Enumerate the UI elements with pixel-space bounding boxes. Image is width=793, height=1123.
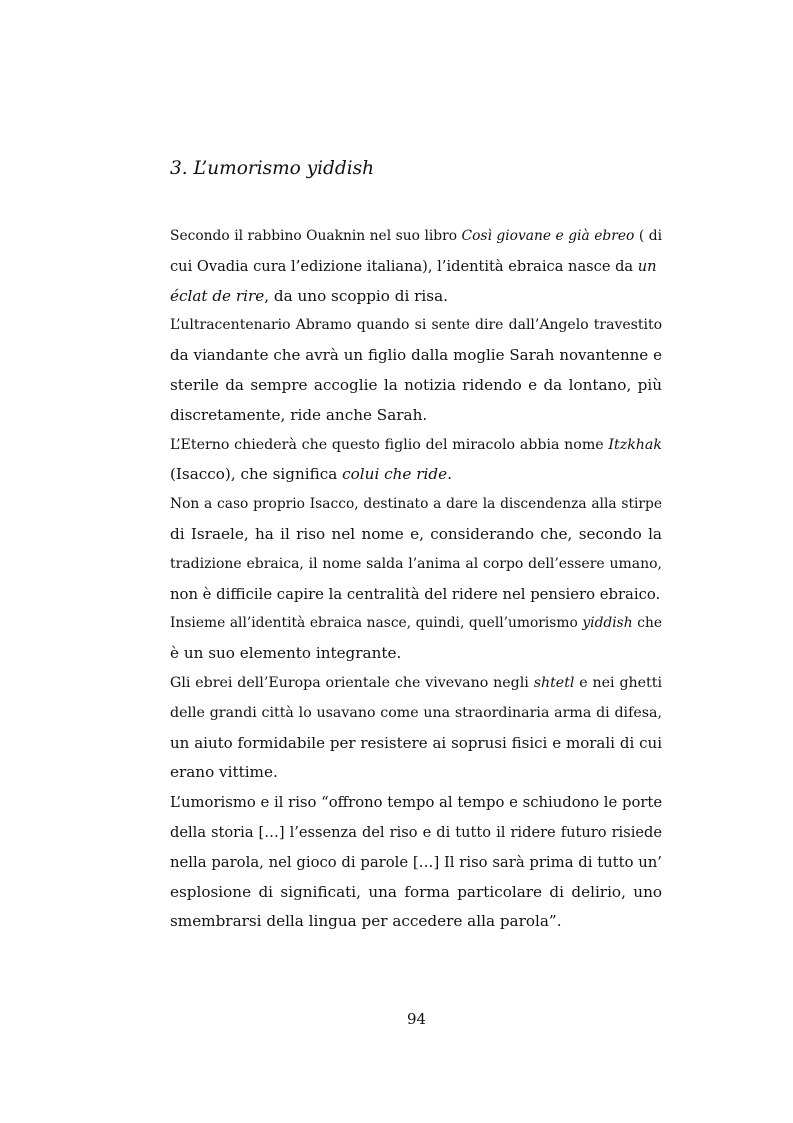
text-run: tradizione ebraica, il nome salda l’anima al corpo dell’essere umano, xyxy=(170,555,662,572)
text-run: erano vittime. xyxy=(170,763,278,782)
text-line xyxy=(170,460,662,490)
text-run: nella parola, nel gioco di parole […] Il riso sarà prima di tutto un’ xyxy=(170,853,662,871)
text-run: L’ultracentenario Abramo quando si sente dire dall’Angelo travestito xyxy=(170,317,662,334)
text-run: smembrarsi della lingua per accedere alla parola”. xyxy=(170,912,562,931)
italic-run: shtetl xyxy=(533,674,575,691)
text-run: di Israele, ha il riso nel nome e, considerando che, secondo la xyxy=(170,524,662,543)
text-line xyxy=(170,371,662,401)
text-line xyxy=(170,818,662,848)
italic-run: yiddish xyxy=(582,615,633,632)
text-line xyxy=(170,550,662,580)
text-run: da viandante che avrà un figlio dalla moglie Sarah novantenne e xyxy=(170,346,662,365)
text-run: . xyxy=(447,465,452,484)
text-run: esplosione di significati, una forma particolare di delirio, uno xyxy=(170,882,662,901)
heading-prefix: 3. L’umorismo xyxy=(170,158,307,179)
text-line xyxy=(170,490,662,520)
text-run: è un suo elemento integrante. xyxy=(170,644,402,663)
text-run: che xyxy=(632,615,662,632)
heading-italic: yiddish xyxy=(306,158,375,179)
text-run: L’umorismo e il riso “offrono tempo al tempo e schiudono le porte xyxy=(170,794,663,812)
italic-run: Itzkhak xyxy=(608,436,662,453)
text-line xyxy=(170,848,662,878)
text-run: Secondo il rabbino Ouaknin nel suo libro xyxy=(170,228,462,244)
text-line xyxy=(170,878,662,908)
italic-run: un xyxy=(637,257,657,275)
text-run: e nei ghetti xyxy=(574,674,662,691)
text-line xyxy=(170,401,662,431)
text-run: Non a caso proprio Isacco, destinato a dare la discendenza alla stirpe xyxy=(170,496,662,513)
italic-run: Così giovane e già ebreo xyxy=(461,228,635,244)
text-run: ( di xyxy=(634,228,662,244)
text-line xyxy=(170,669,662,699)
text-line xyxy=(170,311,662,341)
text-line xyxy=(170,222,662,252)
text-line xyxy=(170,758,662,788)
text-run: , da uno scoppio di risa. xyxy=(264,286,448,305)
text-run: (Isacco), che significa xyxy=(170,465,343,484)
body-text xyxy=(170,222,662,937)
text-run: delle grandi città lo usavano come una straordinaria arma di difesa, xyxy=(170,704,662,721)
text-run: L’Eterno chiederà che questo figlio del miracolo abbia nome xyxy=(170,436,609,453)
text-run: un aiuto formidabile per resistere ai soprusi fisici e morali di cui xyxy=(170,733,662,752)
section-heading xyxy=(170,158,374,179)
text-run: cui Ovadia cura l’edizione italiana), l’identità ebraica nasce da xyxy=(170,257,638,275)
text-line xyxy=(170,699,662,729)
text-line xyxy=(170,520,662,550)
text-line xyxy=(170,282,662,312)
text-run: Insieme all’identità ebraica nasce, quindi, quell’umorismo xyxy=(170,615,583,632)
text-line xyxy=(170,431,662,461)
text-run: Gli ebrei dell’Europa orientale che vivevano negli xyxy=(170,674,534,691)
text-line xyxy=(170,729,662,759)
text-run: della storia […] l’essenza del riso e di tutto il ridere futuro risiede xyxy=(170,823,662,841)
text-line xyxy=(170,907,662,937)
page-number: 94 xyxy=(406,1010,427,1028)
text-line xyxy=(170,788,662,818)
text-run: sterile da sempre accoglie la notizia ridendo e da lontano, più xyxy=(170,375,662,394)
text-line xyxy=(170,580,662,610)
italic-run: colui che ride xyxy=(342,465,448,484)
text-line xyxy=(170,341,662,371)
text-line xyxy=(170,639,662,669)
text-line xyxy=(170,252,662,282)
text-run: non è difficile capire la centralità del ridere nel pensiero ebraico. xyxy=(170,585,661,603)
text-line xyxy=(170,609,662,639)
italic-run: éclat de rire xyxy=(170,286,265,305)
text-run: discretamente, ride anche Sarah. xyxy=(170,405,428,424)
